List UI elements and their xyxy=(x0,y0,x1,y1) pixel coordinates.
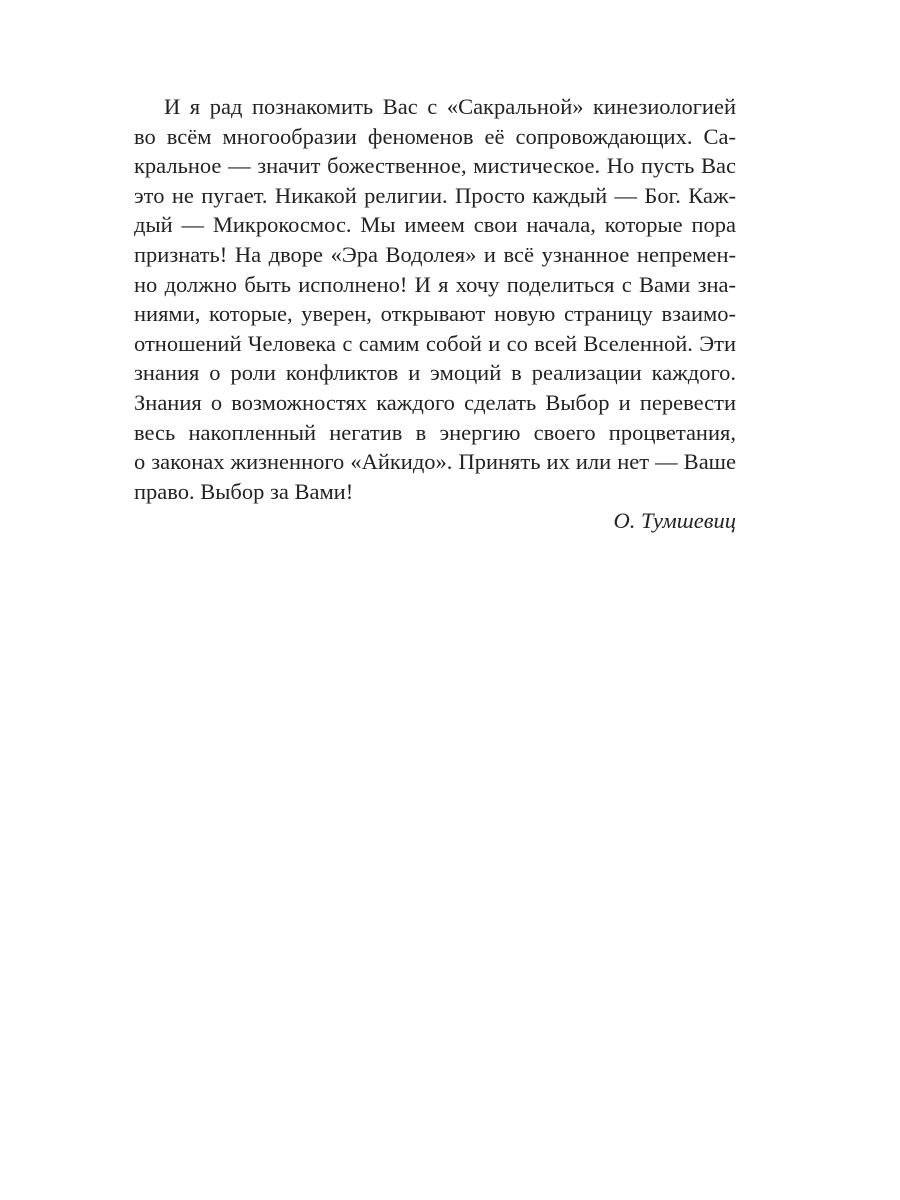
text-line: Знания о возможностях каждого сделать Выбор и перевести xyxy=(134,389,736,415)
text-line: это не пугает. Никакой религии. Просто каждый — Бог. Каж- xyxy=(134,182,736,208)
paragraph xyxy=(134,92,736,506)
text-line: признать! На дворе «Эра Водолея» и всё узнанное непремен- xyxy=(134,241,736,267)
text-line: но должно быть исполнено! И я хочу поделиться с Вами зна- xyxy=(134,271,736,297)
text-line: во всём многообразии феноменов её сопровождающих. Са- xyxy=(134,123,736,149)
text-line: кральное — значит божественное, мистическое. Но пусть Вас xyxy=(134,153,736,179)
text-line: о законах жизненного «Айкидо». Принять их или нет — Ваше xyxy=(134,449,736,475)
author-signature: О. Тумшевиц xyxy=(613,508,736,534)
text-line: отношений Человека с самим собой и со всей Вселенной. Эти xyxy=(134,330,736,356)
text-line: дый — Микрокосмос. Мы имеем свои начала, которые пора xyxy=(134,212,736,238)
text-line: весь накопленный негатив в энергию своего процветания, xyxy=(134,419,736,445)
text-line: право. Выбор за Вами! xyxy=(134,478,354,504)
text-line: ниями, которые, уверен, открывают новую страницу взаимо- xyxy=(134,301,736,327)
page-body xyxy=(134,92,736,536)
text-line: знания о роли конфликтов и эмоций в реализации каждого. xyxy=(134,360,736,386)
text-line: И я рад познакомить Вас с «Сакральной» кинезиологией xyxy=(164,94,736,119)
